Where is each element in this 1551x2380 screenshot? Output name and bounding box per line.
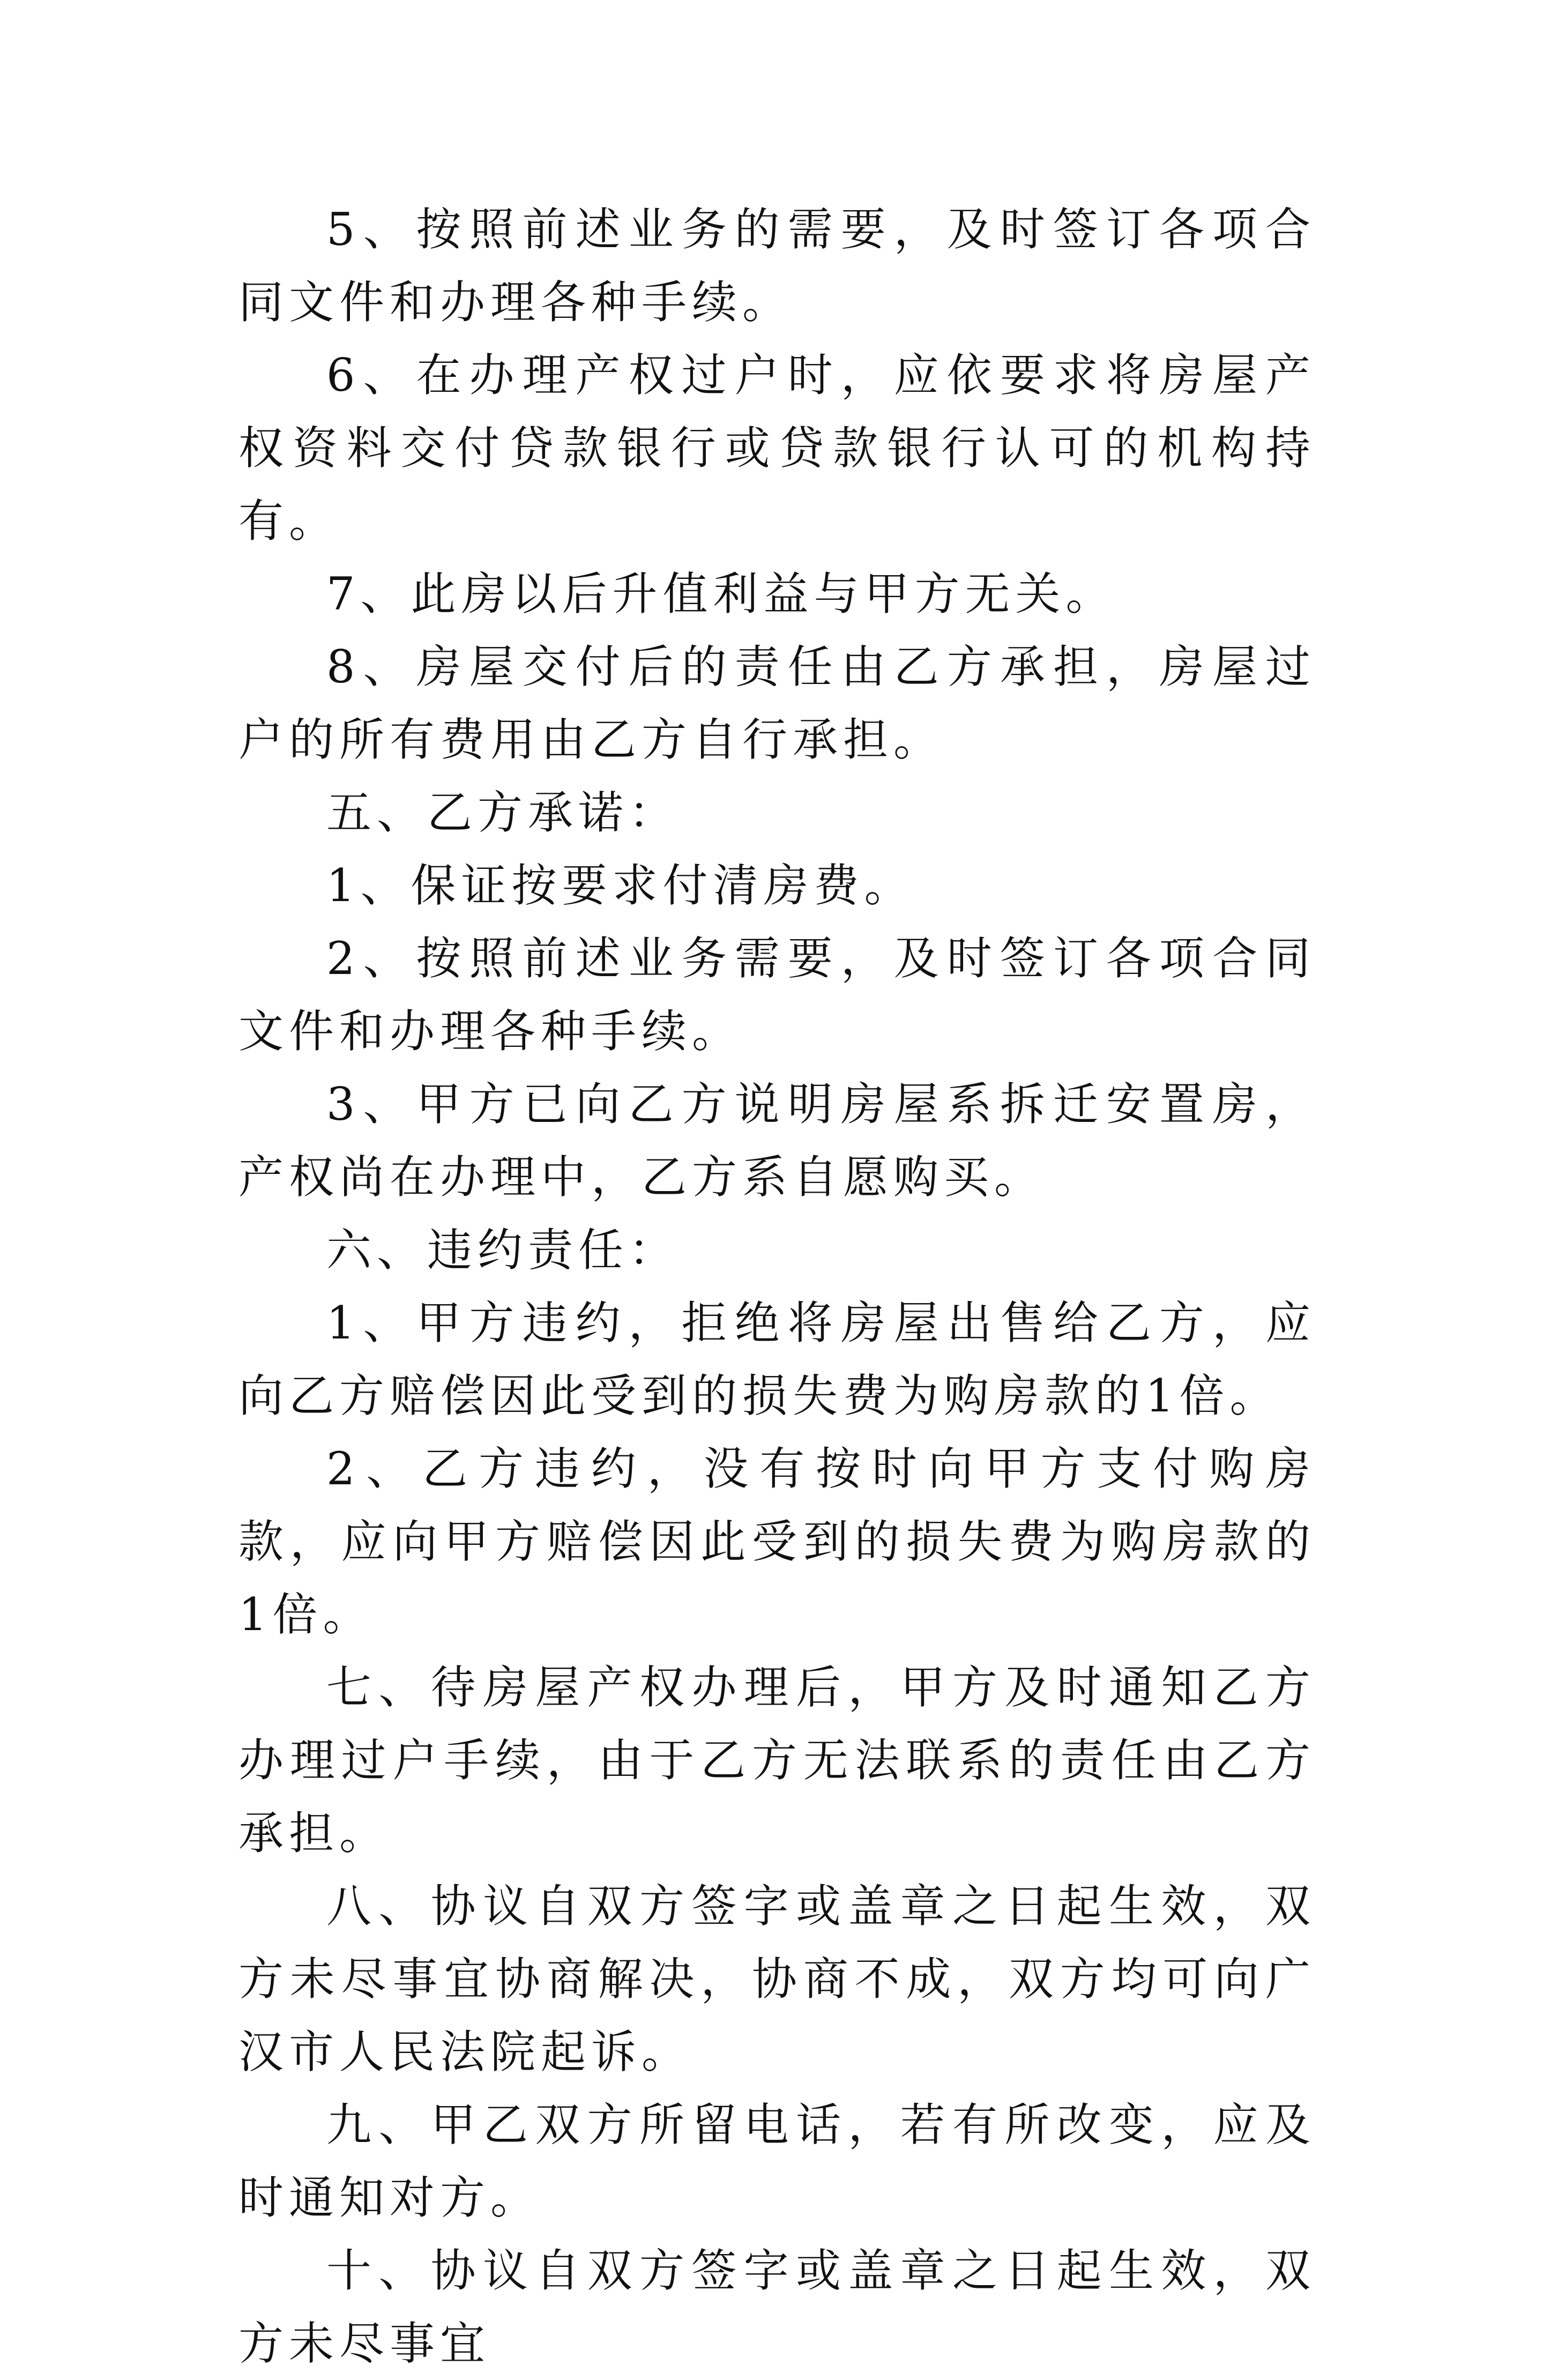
paragraph-clause-7: 7、此房以后升值利益与甲方无关。 (326, 568, 1116, 620)
paragraph-clause-6: 6、在办理产权过户时，应依要求将房屋产权资料交付贷款银行或贷款银行认可的机构持有。 (238, 349, 1316, 547)
paragraph-liability-1: 1、甲方违约，拒绝将房屋出售给乙方，应向乙方赔偿因此受到的损失费为购房款的1倍。 (238, 1297, 1316, 1422)
document-body (238, 193, 1316, 2380)
paragraph-commitment-3: 3、甲方已向乙方说明房屋系拆迁安置房，产权尚在办理中，乙方系自愿购买。 (238, 1078, 1316, 1203)
section-heading-party-b-commitments: 五、乙方承诺： (326, 786, 680, 839)
paragraph-commitment-1: 1、保证按要求付清房费。 (326, 859, 915, 912)
paragraph-clause-8: 8、房屋交付后的责任由乙方承担，房屋过户的所有费用由乙方自行承担。 (238, 641, 1316, 766)
paragraph-section-7: 七、待房屋产权办理后，甲方及时通知乙方办理过户手续，由于乙方无法联系的责任由乙方承担。 (238, 1661, 1316, 1860)
paragraph-section-9: 九、甲乙双方所留电话，若有所改变，应及时通知对方。 (238, 2099, 1316, 2224)
paragraph-section-8: 八、协议自双方签字或盖章之日起生效，双方未尽事宜协商解决，协商不成，双方均可向广汉市人民法院起诉。 (238, 1880, 1316, 2078)
section-heading-liability: 六、违约责任： (326, 1224, 680, 1276)
paragraph-clause-5: 5、按照前述业务的需要，及时签订各项合同文件和办理各种手续。 (238, 203, 1316, 329)
paragraph-liability-2: 2、乙方违约，没有按时向甲方支付购房款，应向甲方赔偿因此受到的损失费为购房款的1倍。 (238, 1442, 1316, 1641)
paragraph-commitment-2: 2、按照前述业务需要，及时签订各项合同文件和办理各种手续。 (238, 932, 1316, 1058)
paragraph-section-10: 十、协议自双方签字或盖章之日起生效，双方未尽事宜 (238, 2244, 1316, 2370)
